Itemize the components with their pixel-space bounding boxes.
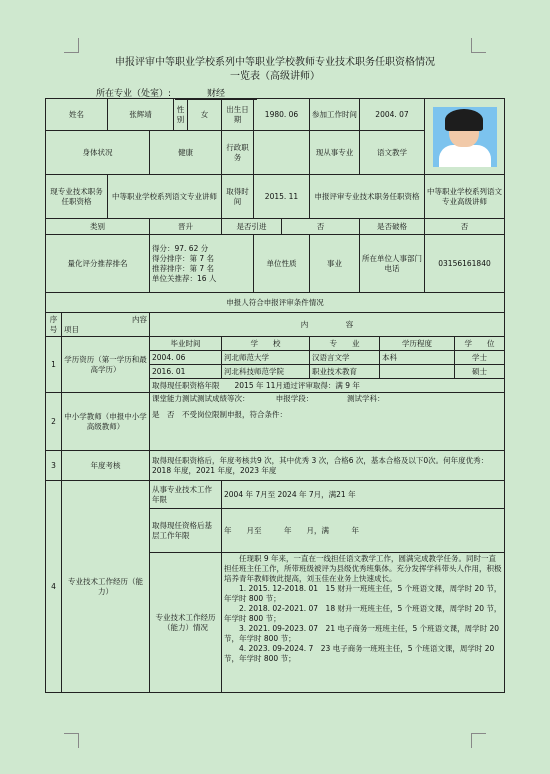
- mid-line1: 课堂能力测试测试成绩等次： 申报学段： 测试学科：: [152, 394, 385, 403]
- gender-value: 女: [188, 99, 222, 131]
- name-label: 姓名: [46, 99, 108, 131]
- health-value: 健康: [150, 131, 222, 175]
- unit-label: 单位性质: [254, 235, 310, 293]
- rank-score: 得分：97. 62 分: [152, 243, 209, 253]
- edu-header-time: 毕业时间: [150, 337, 222, 351]
- career-no: 4: [46, 481, 62, 693]
- edu-major: 汉语言文学: [310, 351, 380, 365]
- crop-mark-bottom-right: [471, 733, 486, 748]
- mid-line2: 是 否 不受岗位限制申报，符合条件：: [152, 410, 287, 419]
- rank-order: 得分排序：第 7 名: [152, 253, 215, 263]
- admin-value: [254, 131, 310, 175]
- career-ability-label: 专业技术工作经历（能力）情况: [150, 553, 222, 693]
- direct-value: 否: [282, 219, 360, 235]
- obtain-value: 2015. 11: [254, 175, 310, 219]
- phone-label: 所在单位人事部门电话: [360, 235, 425, 293]
- apply-label: 申报评审专业技术职务任职资格: [310, 175, 425, 219]
- subject-value: 语文教学: [360, 131, 425, 175]
- birth-value: 1980. 06: [254, 99, 310, 131]
- crop-mark-bottom-left: [64, 733, 79, 748]
- edu-school: 河北科技师范学院: [222, 365, 310, 379]
- col-no-header: 序号: [46, 313, 62, 337]
- gender-label: 性别: [174, 99, 188, 131]
- document-subtitle: 一览表（高级讲师）: [230, 71, 320, 82]
- mid-detail: [150, 393, 505, 451]
- subject-label: 现从事专业: [310, 131, 360, 175]
- ability-intro: 任现职 9 年来，一直在一线担任语文教学工作，圆满完成教学任务。同时一直担任班主任工作，所带班级被评为县级优秀班集体。充分发挥学科带头人作用，积极培养青年教师彼此提高，刘玉佳在业务上快速成长。: [224, 554, 502, 583]
- career-years-label: 从事专业技术工作年限: [150, 481, 222, 509]
- edu-header-school: 学 校: [222, 337, 310, 351]
- major-label: 所在专业（处室）:: [96, 89, 172, 99]
- apply-value: 中等职业学校系列语文专业高级讲师: [425, 175, 505, 219]
- edu-header-major: 专 业: [310, 337, 380, 351]
- edu-school: 河北师范大学: [222, 351, 310, 365]
- category-label: 类别: [46, 219, 150, 235]
- application-table: [45, 98, 505, 693]
- career-grass: 年 月至 年 月，满 年: [222, 509, 505, 553]
- rank-label: 量化评分推荐排名: [46, 235, 150, 293]
- annual-no: 3: [46, 451, 62, 481]
- document-title: 申报评审中等职业学校系列中等职业学校教师专业技术职务任职资格情况: [115, 57, 435, 68]
- edu-header-degree: 学 位: [455, 337, 505, 351]
- exception-label: 是否破格: [360, 219, 425, 235]
- obtain-label: 取得时间: [222, 175, 254, 219]
- edu-level: [380, 365, 455, 379]
- crop-mark-top-left: [64, 38, 79, 53]
- health-label: 身体状况: [46, 131, 150, 175]
- mid-no: 2: [46, 393, 62, 451]
- category-value: 晋升: [150, 219, 222, 235]
- ability-item: 1. 2015. 12-2018. 01 15 财升一班班主任，5 个班语文课，周学时 20 节，年学时 800 节；: [224, 584, 502, 603]
- career-grass-label: 取得现任资格后基层工作年限: [150, 509, 222, 553]
- career-years: 2004 年 7月至 2024 年 7月，满21 年: [222, 481, 505, 509]
- annual-detail: 取得现任职资格后，年度考核共9 次，其中优秀 3 次，合格6 次，基本合格及以下0次。何年度优秀：2018 年度，2021 年度，2023 年度: [150, 451, 505, 481]
- edu-no: 1: [46, 337, 62, 393]
- work-value: 2004. 07: [360, 99, 425, 131]
- career-label: 专业技术工作经历（能力）: [62, 481, 150, 693]
- edu-major: 职业技术教育: [310, 365, 380, 379]
- edu-time: 2016. 01: [150, 365, 222, 379]
- edu-header-level: 学历程度: [380, 337, 455, 351]
- rank-recommend: 推荐排序：第 7 名: [152, 263, 215, 273]
- rank-unit-recommend: 单位关推荐：16 人: [152, 273, 217, 283]
- unit-value: 事业: [310, 235, 360, 293]
- ability-item: 4. 2023. 09-2024. 7 23 电子商务一班班主任，5 个班语文课，周学时 20 节，年学时 800 节；: [224, 644, 495, 663]
- current-title-value: 中等职业学校系列语文专业讲师: [108, 175, 222, 219]
- ability-item: 3. 2021. 09-2023. 07 21 电子商务一班班主任，5 个班语文课，周学时 20 节，年学时 800 节；: [224, 624, 500, 643]
- photo-cell: [425, 99, 505, 175]
- admin-label: 行政职务: [222, 131, 254, 175]
- birth-label: 出生日期: [222, 99, 254, 131]
- edu-time: 2004. 06: [150, 351, 222, 365]
- edu-degree: 硕士: [455, 365, 505, 379]
- work-label: 参加工作时间: [310, 99, 360, 131]
- exception-value: 否: [425, 219, 505, 235]
- col-item-label: 项目: [64, 324, 79, 334]
- col-content-label: 内容: [132, 314, 147, 324]
- ability-item: 2. 2018. 02-2021. 07 18 财升一班班主任，5 个班语文课，周学时 20 节，年学时 800 节；: [224, 604, 502, 623]
- career-ability: [222, 553, 505, 693]
- direct-label: 是否引进: [222, 219, 282, 235]
- col-detail-header: 内 容: [150, 313, 505, 337]
- edu-level: 本科: [380, 351, 455, 365]
- name-value: 张辉靖: [108, 99, 174, 131]
- major-value: 财经: [175, 86, 257, 100]
- col-item-header: [62, 313, 150, 337]
- mid-label: 中小学教师（申报中小学高级教师）: [62, 393, 150, 451]
- edu-note: 取得现任职资格年限 2015 年 11月通过评审取得：满 9 年: [150, 379, 505, 393]
- rank-details: [150, 235, 254, 293]
- crop-mark-top-right: [471, 38, 486, 53]
- applicant-photo: [427, 105, 502, 169]
- edu-degree: 学士: [455, 351, 505, 365]
- annual-label: 年度考核: [62, 451, 150, 481]
- phone-value: 03156161840: [425, 235, 505, 293]
- section-title: 申报人符合申报评审条件情况: [46, 293, 505, 313]
- current-title-label: 现专业技术职务任职资格: [46, 175, 108, 219]
- edu-label: 学历资历（第一学历和最高学历）: [62, 337, 150, 393]
